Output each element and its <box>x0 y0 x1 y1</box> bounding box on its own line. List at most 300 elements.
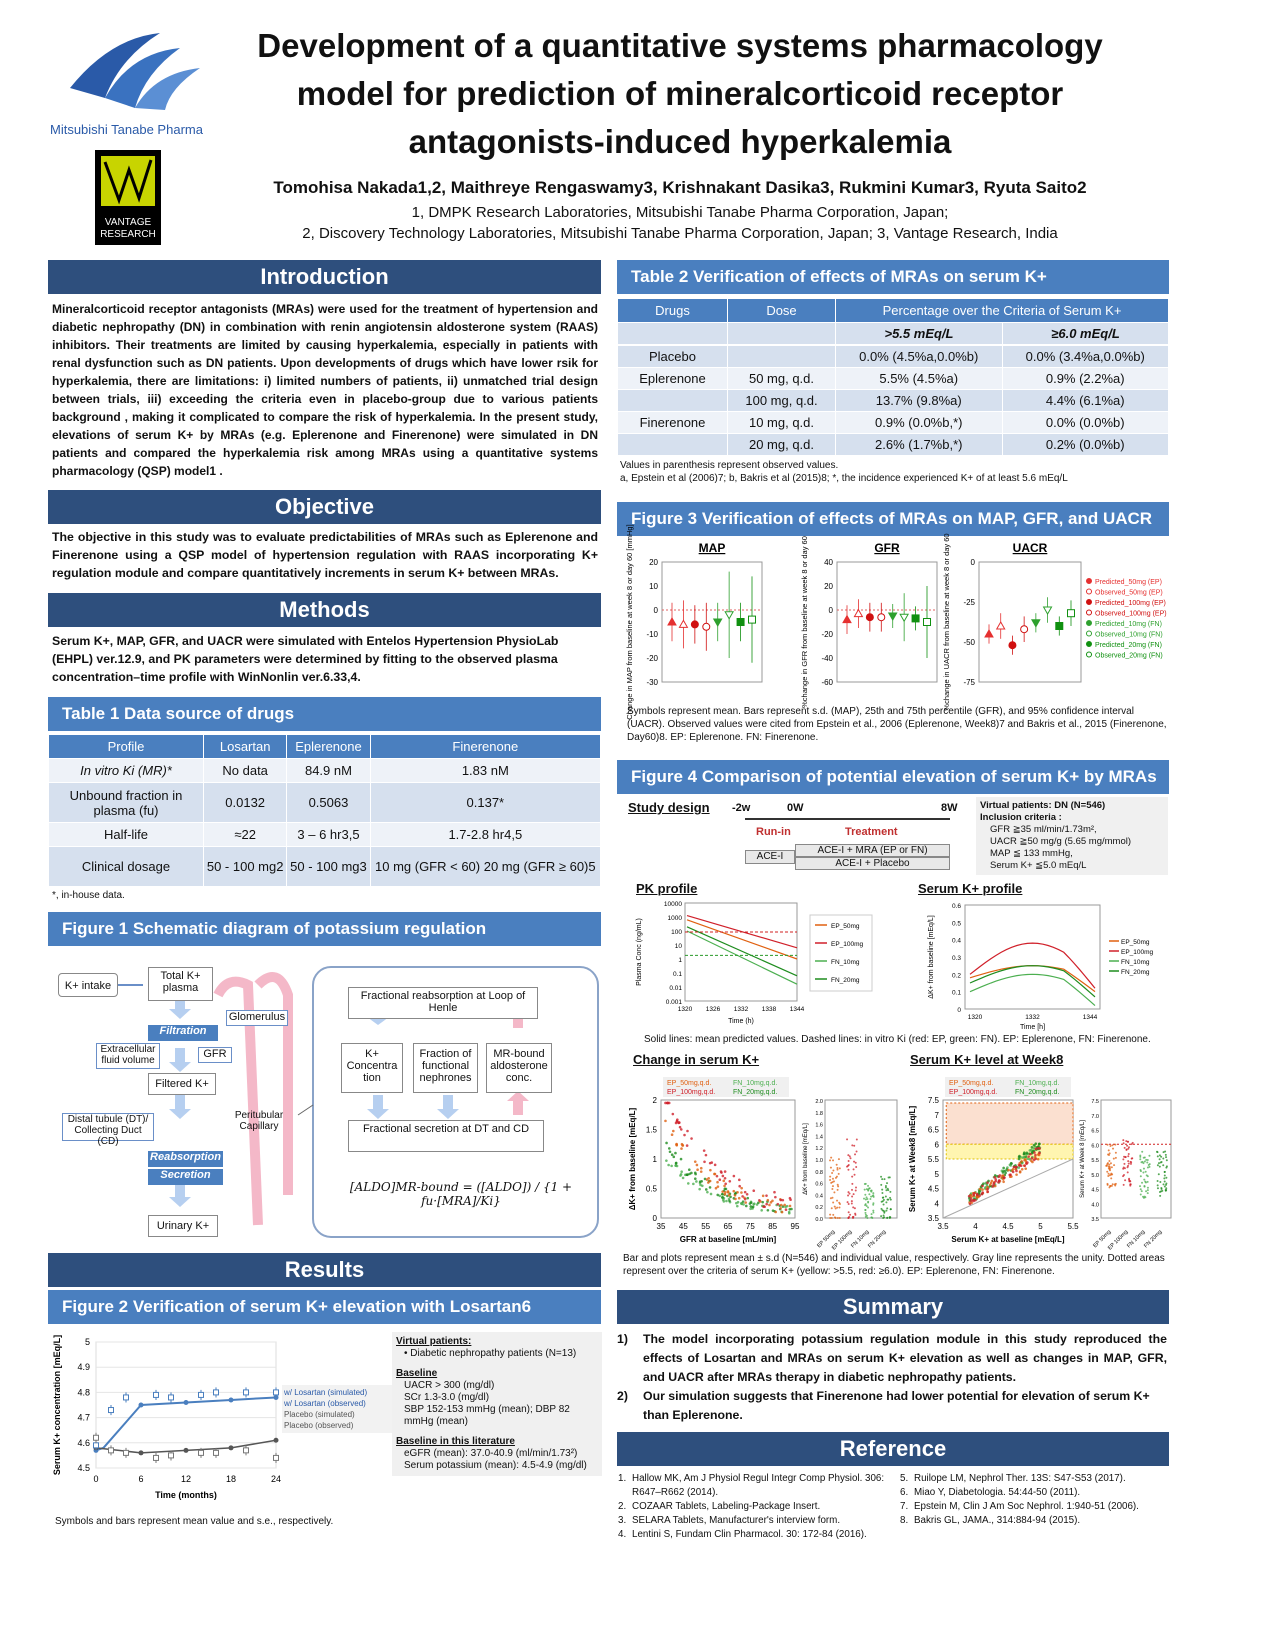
ch-point <box>744 1191 747 1194</box>
ch-bar-ytick: 1.6 <box>815 1122 823 1129</box>
ch-point <box>692 1183 695 1186</box>
ch-point <box>680 1158 683 1161</box>
t2-cell: 0.9% (2.2%a) <box>1002 368 1169 390</box>
arm1-box: ACE-I + MRA (EP or FN) <box>795 844 950 857</box>
ch-point <box>679 1126 682 1129</box>
lv-bar-point <box>1158 1162 1160 1164</box>
ref-item: 4. Lentini S, Fundam Clin Pharmacol. 30: 172-84 (2016). <box>618 1528 898 1542</box>
fig3-ytick: -30 <box>646 678 658 687</box>
ch-bar-point <box>889 1216 891 1218</box>
runin-label: Run-in <box>756 826 791 838</box>
inc-item: Serum K+ ≦5.0 mEq/L <box>990 860 1087 871</box>
lv-point <box>1020 1160 1023 1163</box>
ch-point <box>710 1193 713 1196</box>
ch-point <box>694 1177 697 1180</box>
t1-cell: 50 - 100 mg2 <box>204 847 287 887</box>
ch-ytick: 2 <box>652 1096 657 1105</box>
ch-point <box>760 1209 763 1212</box>
fig3-plot-area <box>662 562 762 682</box>
vantage-text-2: RESEARCH <box>100 229 156 240</box>
pk-ytick: 100 <box>671 929 682 936</box>
ch-bar-cat: EP 50mg <box>816 1229 837 1250</box>
fig2-xtick: 0 <box>93 1474 99 1484</box>
ch-point <box>694 1160 697 1163</box>
fig3-legend-marker <box>1087 652 1092 657</box>
ch-point <box>705 1188 708 1191</box>
ref-5: Ruilope LM, Nephrol Ther. 13S: S47-S53 (2017). <box>914 1473 1126 1484</box>
lv-point <box>1034 1157 1037 1160</box>
pk-xtick: 1338 <box>761 1006 777 1013</box>
summary-text-2: Our simulation suggests that Finerenone had lower potential for elevation of serum K+ than Eplerenone. <box>643 1389 1150 1422</box>
fig2-ytick: 4.9 <box>77 1362 90 1373</box>
ch-bar-point <box>886 1207 888 1209</box>
ch-bar-point <box>883 1204 885 1206</box>
ref-6: Miao Y, Diabetologia. 54:44-50 (2011). <box>914 1487 1081 1498</box>
fig2-ytick: 4.8 <box>77 1387 90 1398</box>
ch-bar-point <box>871 1217 873 1219</box>
ch-bar-point <box>848 1216 850 1218</box>
lv-bar-point <box>1122 1158 1124 1160</box>
t1-cell: 0.137* <box>370 783 600 823</box>
fig2-placebo-obs-point <box>124 1450 129 1455</box>
fig2-placebo-sim-point <box>274 1438 279 1443</box>
fig3-legend-item: Predicted_10mg (FN) <box>1095 621 1162 628</box>
lv-bar-ytick: 5.5 <box>1091 1158 1099 1164</box>
ch-bar-point <box>872 1192 874 1194</box>
ref-7: Epstein M, Clin J Am Soc Nephrol. 1:940-51 (2006). <box>914 1501 1139 1512</box>
ch-bar-point <box>867 1185 869 1187</box>
fig3-point <box>1009 642 1016 649</box>
lv-bar-point <box>1145 1190 1147 1192</box>
lv-bar-point <box>1164 1180 1166 1182</box>
ch-point <box>687 1182 690 1185</box>
intro-header: Introduction <box>48 260 601 294</box>
ch-bar-ylabel: ΔK+ from baseline [mEq/L] <box>803 1123 809 1195</box>
lv-bar-point <box>1147 1189 1149 1191</box>
ch-point <box>681 1144 684 1147</box>
urinary-k-box: Urinary K+ <box>148 1215 218 1237</box>
lv-bar-point <box>1128 1153 1130 1155</box>
ch-point <box>774 1211 777 1214</box>
ch-bar-point <box>832 1159 834 1161</box>
fig3-ytick: 40 <box>824 558 833 567</box>
lv-red-zone <box>946 1103 1073 1144</box>
lv-point <box>978 1194 981 1197</box>
ch-bar-point <box>853 1168 855 1170</box>
t2-cell <box>728 346 836 368</box>
authors: Tomohisa Nakada1,2, Maithreye Rengaswamy3, Krishnakant Dasika3, Rukmini Kumar3, Ryuta Saito2 <box>273 178 1087 197</box>
sk-legend-label: EP_100mg <box>1121 949 1154 956</box>
ch-xtick: 35 <box>656 1222 666 1231</box>
total-k-box: Total K+ plasma <box>148 967 213 1001</box>
lv-ytick: 4.5 <box>927 1184 939 1194</box>
ch-xlabel: GFR at baseline [mL/min] <box>679 1235 777 1244</box>
lv-bar-point <box>1160 1156 1162 1158</box>
ch-bar-point <box>835 1207 837 1209</box>
ch-bar-point <box>866 1217 868 1219</box>
ch-point <box>780 1204 783 1207</box>
ch-bar-point <box>837 1189 839 1191</box>
fig3-point <box>878 614 885 621</box>
lv-bar-point <box>1109 1145 1111 1147</box>
ch-xtick: 75 <box>745 1222 755 1231</box>
lv-bar-point <box>1141 1190 1143 1192</box>
ch-point <box>727 1190 730 1193</box>
lv-point <box>978 1190 981 1193</box>
sk-xlabel: Time [h] <box>1019 1024 1046 1031</box>
lv-ytick: 6 <box>934 1140 939 1150</box>
fig2-ytick: 4.6 <box>77 1437 90 1448</box>
ref-1: Hallow MK, Am J Physiol Regul Integr Comp Physiol. 306: R647–R662 (2014). <box>632 1473 885 1498</box>
fig2-ytick: 5 <box>84 1337 90 1347</box>
ch-point <box>665 1159 668 1162</box>
lv-bar-point <box>1163 1151 1165 1153</box>
vantage-text-1: VANTAGE <box>104 217 152 228</box>
ch-bar-point <box>885 1210 887 1212</box>
ch-bar-point <box>866 1215 868 1217</box>
ch-legend-item: EP_100mg,q.d. <box>667 1089 716 1096</box>
ch-bar-point <box>846 1138 848 1140</box>
ch-point <box>680 1147 683 1150</box>
lv-point <box>1009 1173 1012 1176</box>
ch-point <box>665 1142 668 1145</box>
reference-list-left <box>618 1472 898 1542</box>
sk-chart <box>905 897 1175 1031</box>
t2-cell: Finerenone <box>618 412 728 434</box>
lv-yellow-zone <box>946 1144 1073 1159</box>
ch-point <box>767 1209 770 1212</box>
fig4-vp-title: Virtual patients: DN (N=546) <box>980 800 1106 811</box>
reference-header: Reference <box>617 1432 1169 1466</box>
lv-bar-point <box>1127 1148 1129 1150</box>
k-intake-box: K+ intake <box>58 973 118 997</box>
lv-bar-point <box>1165 1156 1167 1158</box>
lv-point <box>1037 1158 1040 1161</box>
summary-item: 2) Our simulation suggests that Finerenone had lower potential for elevation of serum K+ than Eplerenone. <box>617 1387 1167 1425</box>
ch-point <box>695 1180 698 1183</box>
fig3-panel-title: GFR <box>874 541 900 555</box>
ch-bar-point <box>835 1217 837 1219</box>
fig2-xlabel: Time (months) <box>155 1490 217 1500</box>
fig3-point <box>912 615 919 622</box>
lv-legend-item: EP_100mg,q.d. <box>949 1089 998 1096</box>
inc-item: GFR ≧35 ml/min/1.73m², <box>990 824 1097 835</box>
ch-point <box>736 1191 739 1194</box>
lv-bar-point <box>1165 1154 1167 1156</box>
lv-bar-point <box>1108 1165 1110 1167</box>
lv-point <box>1015 1170 1018 1173</box>
mitsubishi-logo <box>50 28 220 138</box>
ch-point <box>724 1193 727 1196</box>
company-name: Mitsubishi Tanabe Pharma <box>50 122 203 137</box>
fig2-header: Figure 2 Verification of serum K+ elevation with Losartan6 <box>48 1290 601 1324</box>
t1-cell: Unbound fraction in plasma (fu) <box>49 783 204 823</box>
lv-bar-point <box>1157 1164 1159 1166</box>
ch-point <box>675 1122 678 1125</box>
lv-point <box>1034 1142 1037 1145</box>
objective-text: The objective in this study was to evaluate predictabilities of MRAs such as Eplerenone and Finerenone using a QSP model of hypertension regulation with RAAS incorporating K+ regulation module and compare quantitatively increments in serum K+ between MRAs. <box>52 530 598 580</box>
lv-bar-point <box>1115 1157 1117 1159</box>
fig3-plot-area <box>837 562 937 682</box>
study-design-title: Study design <box>628 800 710 815</box>
ch-point <box>779 1207 782 1210</box>
t2-cell: 2.6% (1.7%b,*) <box>836 434 1003 456</box>
fig2-losartan-obs-point <box>199 1392 204 1397</box>
ch-point <box>720 1170 723 1173</box>
ch-xtick: 85 <box>768 1222 778 1231</box>
t1-cell: Clinical dosage <box>49 847 204 887</box>
ch-point <box>721 1190 724 1193</box>
ch-bar-point <box>872 1202 874 1204</box>
fig3-point <box>749 616 756 623</box>
ch-point <box>777 1203 780 1206</box>
ch-point <box>728 1180 731 1183</box>
lv-bar-point <box>1111 1144 1113 1146</box>
ch-bar-point <box>887 1189 889 1191</box>
lv-bar-ytick: 7.0 <box>1091 1113 1099 1120</box>
lv-point <box>1015 1166 1018 1169</box>
ch-bar-point <box>872 1210 874 1212</box>
lv-bar-point <box>1124 1179 1126 1181</box>
fig2-xtick: 12 <box>180 1474 192 1484</box>
lv-bar-point <box>1113 1164 1115 1166</box>
lv-bar-point <box>1147 1175 1149 1177</box>
ref-2: COZAAR Tablets, Labeling-Package Insert. <box>632 1501 821 1512</box>
lv-bar-point <box>1160 1162 1162 1164</box>
fig2-placebo-obs-point <box>274 1455 279 1460</box>
ch-bar-point <box>837 1185 839 1187</box>
ch-bar-point <box>832 1214 834 1216</box>
fig3-ytick: -25 <box>963 598 975 607</box>
ch-bar-point <box>847 1169 849 1171</box>
methods-text: Serum K+, MAP, GFR, and UACR were simulated with Entelos Hypertension PhysioLab (EHPL) ver.12.9, and PK parameters were determined by fitting to the observed plasma concentration–time profile with WinNonlin ver.6.33,4. <box>52 634 559 684</box>
pk-xtick: 1344 <box>789 1006 805 1013</box>
sk-legend-label: FN_20mg <box>1121 969 1150 976</box>
lv-bar-point <box>1140 1170 1142 1172</box>
lv-point <box>1022 1156 1025 1159</box>
ch-ylabel: ΔK+ from baseline [mEq/L] <box>628 1107 637 1211</box>
lv-point <box>991 1185 994 1188</box>
ch-bar-ytick: 0.6 <box>815 1181 823 1188</box>
lv-bar-point <box>1108 1160 1110 1162</box>
ch-point <box>738 1185 741 1188</box>
pk-ytick: 0.001 <box>665 999 682 1006</box>
ch-point <box>690 1172 693 1175</box>
t2-h5: ≥6.0 mEq/L <box>1002 323 1168 345</box>
ch-bar-point <box>851 1196 853 1198</box>
lv-bar-point <box>1161 1188 1163 1190</box>
ref-item: 1. Hallow MK, Am J Physiol Regul Integr Comp Physiol. 306: R647–R662 (2014). <box>618 1472 898 1500</box>
ch-point <box>699 1180 702 1183</box>
lv-bar-point <box>1142 1171 1144 1173</box>
ch-bar-point <box>855 1162 857 1164</box>
ch-point <box>675 1162 678 1165</box>
ch-bar-point <box>830 1157 832 1159</box>
ch-bar-cat: FN 10mg <box>850 1229 871 1250</box>
ch-bar-point <box>889 1191 891 1193</box>
lv-bar-point <box>1129 1180 1131 1182</box>
lv-bar-ytick: 4.5 <box>1091 1187 1099 1194</box>
ch-point <box>676 1165 679 1168</box>
ch-bar-point <box>831 1188 833 1190</box>
fig2-note: Symbols and bars represent mean value and s.e., respectively. <box>55 1516 334 1527</box>
fig3-svg <box>617 524 1169 720</box>
ch-point <box>728 1194 731 1197</box>
ch-point <box>749 1202 752 1205</box>
ch-point <box>732 1190 735 1193</box>
frac-reab-box: Fractional reabsorption at Loop of Henle <box>348 987 538 1019</box>
ch-bar-point <box>851 1183 853 1185</box>
fig3-legend-item: Predicted_50mg (EP) <box>1095 579 1162 586</box>
ch-bar-point <box>847 1194 849 1196</box>
title-line-2: model for prediction of mineralcorticoid receptor <box>296 75 1064 112</box>
ch-point <box>674 1152 677 1155</box>
ch-bar-point <box>829 1176 831 1178</box>
ch-bar-point <box>880 1184 882 1186</box>
fig2-info <box>392 1332 602 1476</box>
table2-note2: a, Epstein et al (2006)7; b, Bakris et al (2015)8; *, the incidence experienced K+ of at least 5.6 mEq/L <box>620 473 1068 484</box>
ch-bar-point <box>881 1178 883 1180</box>
fig3-header: Figure 3 Verification of effects of MRAs on MAP, GFR, and UACR <box>617 502 1169 536</box>
ch-bar-point <box>890 1208 892 1210</box>
fig3-ytick: -20 <box>821 630 833 639</box>
lv-bar-point <box>1127 1171 1129 1173</box>
ch-point <box>694 1173 697 1176</box>
t1-cell: 3 – 6 hr3,5 <box>287 823 370 847</box>
ch-bar-cat: FN 20mg <box>867 1229 888 1250</box>
ch-point <box>723 1200 726 1203</box>
ch-point <box>752 1189 755 1192</box>
t1-cell: No data <box>204 759 287 783</box>
t1-cell: Half-life <box>49 823 204 847</box>
ch-ytick: 1 <box>652 1155 657 1164</box>
lv-bar-point <box>1165 1177 1167 1179</box>
sk-ytick: 0.1 <box>951 989 961 997</box>
fig1-header: Figure 1 Schematic diagram of potassium regulation <box>48 912 601 946</box>
fig3-legend-item: Predicted_20mg (FN) <box>1095 642 1162 649</box>
ch-bar-point <box>853 1145 855 1147</box>
fig3-legend-marker <box>1087 579 1092 584</box>
lv-point <box>1030 1160 1033 1163</box>
lv-bar-point <box>1161 1190 1163 1192</box>
lv-bar-point <box>1128 1178 1130 1180</box>
ch-bar-point <box>856 1139 858 1141</box>
t1-h0: Profile <box>49 735 204 759</box>
lv-bar-point <box>1140 1175 1142 1177</box>
ch-point <box>667 1164 670 1167</box>
lv-bar-point <box>1126 1145 1128 1147</box>
lv-bar-point <box>1142 1161 1144 1163</box>
ch-bar-point <box>850 1157 852 1159</box>
ch-point <box>783 1204 786 1207</box>
ch-bar-point <box>865 1209 867 1211</box>
ch-bar-point <box>838 1207 840 1209</box>
lv-bar-point <box>1130 1161 1132 1163</box>
ch-point <box>716 1194 719 1197</box>
ch-bar-point <box>831 1197 833 1199</box>
ch-point <box>788 1211 791 1214</box>
fig3-legend-item: Observed_10mg (FN) <box>1095 631 1163 639</box>
sk-ytick: 0 <box>957 1007 961 1014</box>
lv-bar-point <box>1123 1167 1125 1169</box>
ch-bar-point <box>865 1183 867 1185</box>
ch-bar-point <box>848 1160 850 1162</box>
ch-point <box>671 1133 674 1136</box>
fig3-ytick: -50 <box>963 638 975 647</box>
fig3-point <box>691 621 698 628</box>
lv-bar-point <box>1107 1162 1109 1164</box>
ref-item: 7. Epstein M, Clin J Am Soc Nephrol. 1:940-51 (2006). <box>900 1500 1168 1514</box>
fig3-legend-item: Observed_20mg (FN) <box>1095 652 1163 660</box>
summary-text-1: The model incorporating potassium regulation module in this study reproduced the effects of Losartan and MRAs on serum K+ elevation as well as changes in MAP, GFR, and UACR after MRAs therapy in diabetic nephropathy patients. <box>643 1332 1167 1384</box>
ch-bar-point <box>889 1176 891 1178</box>
ch-point <box>700 1167 703 1170</box>
ch-point <box>768 1204 771 1207</box>
lv-point <box>1024 1167 1027 1170</box>
fig2-ylabel: Serum K+ concentration [mEq/L] <box>52 1334 62 1476</box>
ch-point <box>734 1198 737 1201</box>
ch-bar-point <box>854 1153 856 1155</box>
lv-bar-ylabel: Serum K+ at Week 8 [mEq/L] <box>1080 1120 1086 1198</box>
sk-title: Serum K+ profile <box>918 881 1023 896</box>
fig3-note: Symbols represent mean. Bars represent s.d. (MAP), 25th and 75th percentile (GFR), and 95% confidence interval (UACR). Observed values were cited from Epstein et al., 2006 (Eplerenone, Week8)7 and Bakris et al., 2015 (Finerenone, Day60)8. EP: Eplerenone. FN: Finerenone. <box>627 706 1167 743</box>
ch-point <box>675 1144 678 1147</box>
ch-point <box>722 1180 725 1183</box>
lv-bar-point <box>1127 1155 1129 1157</box>
fig2-placebo-obs-point <box>154 1455 159 1460</box>
lv-bar-point <box>1157 1187 1159 1189</box>
poster-title <box>215 22 1145 166</box>
lv-bar-point <box>1126 1149 1128 1151</box>
ch-ytick: 1.5 <box>645 1125 657 1135</box>
fig2-legend-4: Placebo (observed) <box>284 1421 354 1430</box>
lv-bar-point <box>1139 1185 1141 1187</box>
lv-bar-point <box>1165 1189 1167 1191</box>
ch-bar-point <box>864 1194 866 1196</box>
ref-4: Lentini S, Fundam Clin Pharmacol. 30: 172-84 (2016). <box>632 1529 867 1540</box>
lv-legend-item: FN_20mg,q.d. <box>1015 1089 1060 1096</box>
ch-point <box>709 1162 712 1165</box>
fig4-header: Figure 4 Comparison of potential elevation of serum K+ by MRAs <box>617 760 1169 794</box>
lv-bar-point <box>1148 1155 1150 1157</box>
inc-item: MAP ≦ 133 mmHg, <box>990 848 1073 859</box>
ch-point <box>672 1130 675 1133</box>
fig3-point <box>737 619 744 626</box>
lv-point <box>993 1182 996 1185</box>
lv-legend-item: EP_50mg,q.d. <box>949 1080 994 1087</box>
ch-bar-point <box>870 1196 872 1198</box>
ch-point <box>753 1202 756 1205</box>
level-chart <box>903 1070 1175 1250</box>
sk-xtick: 1344 <box>1082 1014 1098 1021</box>
pk-xlabel: Time (h) <box>728 1018 754 1025</box>
lv-bar-ytick: 6.0 <box>1091 1143 1099 1150</box>
ch-point <box>728 1199 731 1202</box>
ch-point <box>744 1198 747 1201</box>
lv-bar-point <box>1147 1181 1149 1183</box>
affiliation-2: 2, Discovery Technology Laboratories, Mitsubishi Tanabe Pharma Corporation, Japan; 3, Vantage Research, India <box>302 225 1058 242</box>
gfr-label: GFR <box>198 1047 232 1063</box>
ch-bar-point <box>831 1207 833 1209</box>
t1-h1: Losartan <box>204 735 287 759</box>
lv-point <box>991 1180 994 1183</box>
lv-point <box>1031 1157 1034 1160</box>
ch-point <box>782 1199 785 1202</box>
fig2-losartan-sim-point <box>229 1397 234 1402</box>
ch-bar-point <box>846 1166 848 1168</box>
pk-xtick: 1320 <box>677 1006 693 1013</box>
ch-bar-point <box>885 1195 887 1197</box>
